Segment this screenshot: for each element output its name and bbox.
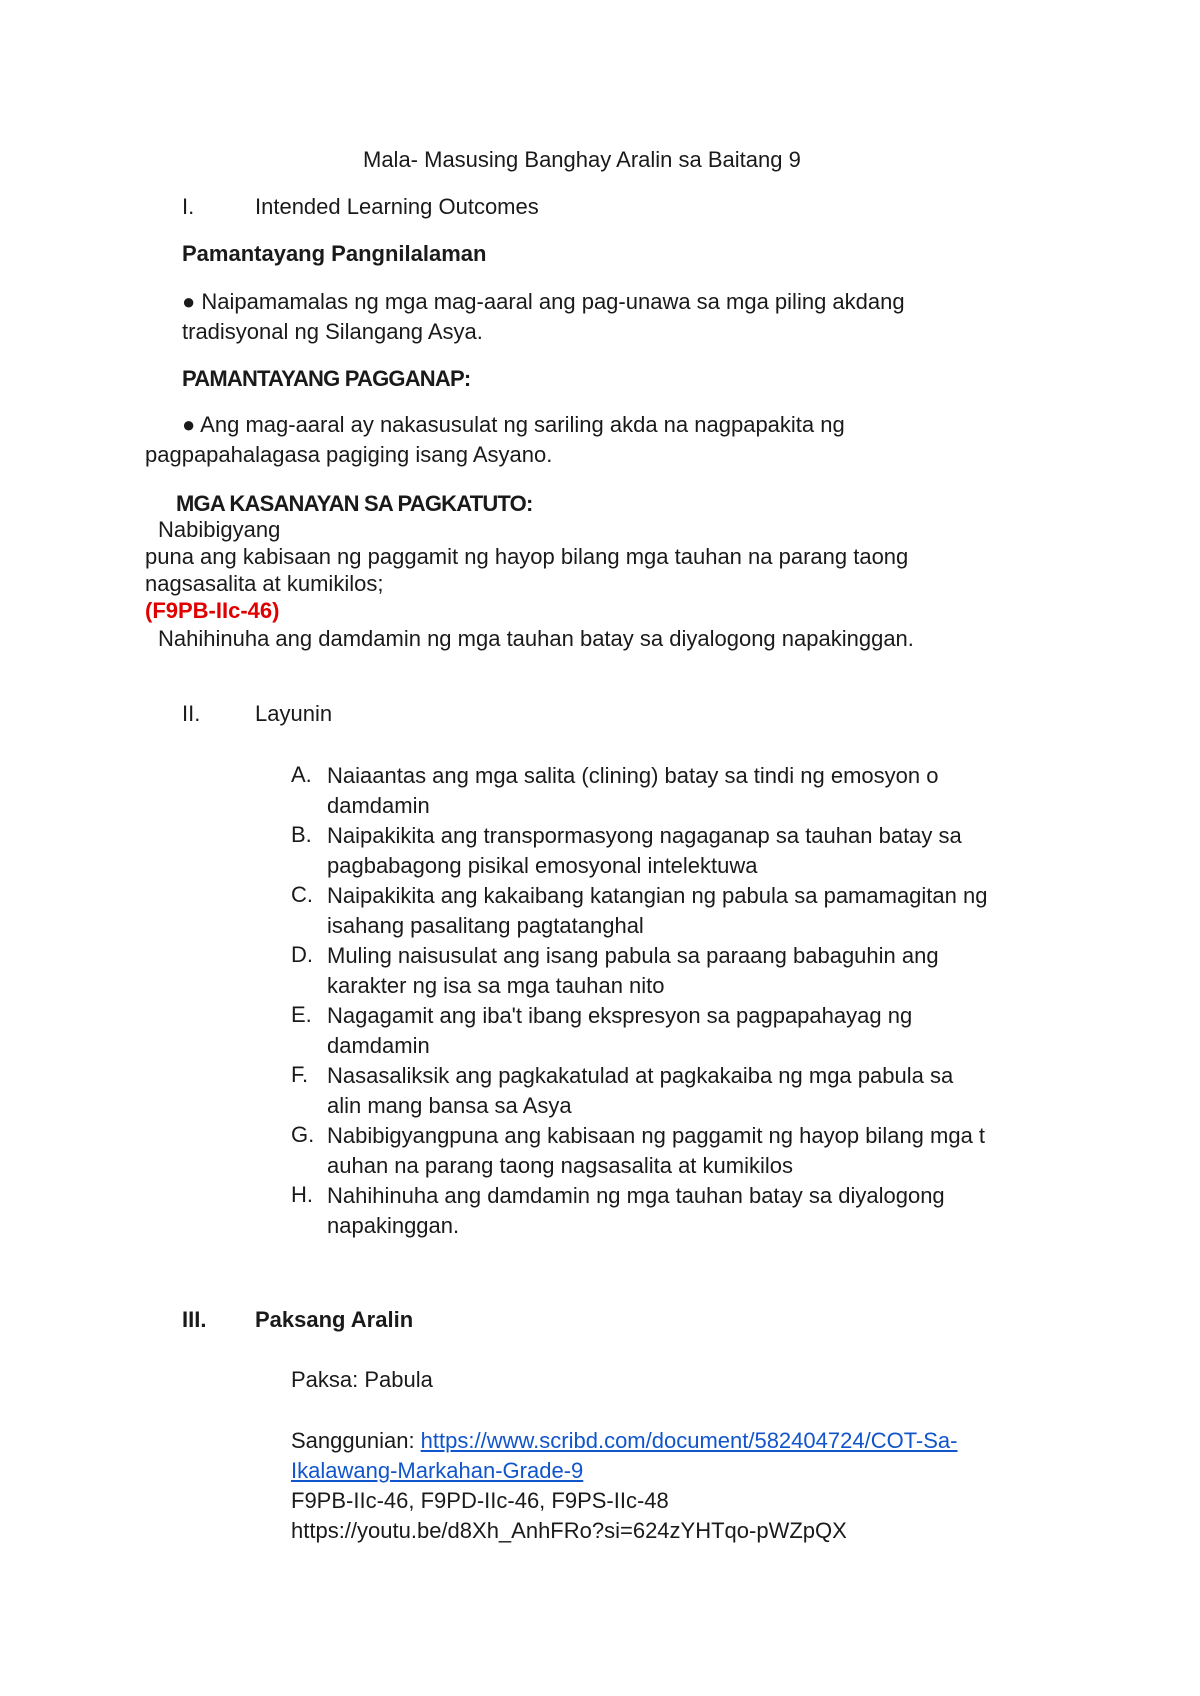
section2-heading: Layunin xyxy=(255,701,333,726)
reference-link[interactable]: https://www.scribd.com/document/582404724/COT-Sa- xyxy=(420,1428,958,1453)
reference-line1 xyxy=(291,1427,957,1456)
objective-text: Naiaantas ang mga salita (clining) batay sa tindi ng emosyon o damdamin xyxy=(327,763,939,818)
objective-text: Nahihinuha ang damdamin ng mga tauhan batay sa diyalogong napakinggan. xyxy=(327,1183,945,1238)
objective-letter: F. xyxy=(291,1062,309,1087)
section3-heading: Paksang Aralin xyxy=(255,1307,414,1332)
objective-letter: E. xyxy=(291,1002,312,1027)
content-standard-label: Pamantayang Pangnilalaman xyxy=(182,241,487,266)
objective-letter: B. xyxy=(291,822,312,847)
objective-text: Nabibigyangpuna ang kabisaan ng paggamit ng hayop bilang mga t auhan na parang taong nagsasalita at kumikilos xyxy=(327,1123,986,1178)
objective-letter: A. xyxy=(291,762,312,787)
performance-standard-line1: ● Ang mag-aaral ay nakasusulat ng sariling akda na nagpapakita ng xyxy=(182,412,845,437)
objective-text: Naipakikita ang kakaibang katangian ng pabula sa pamamagitan ng isahang pasalitang pagtatanghal xyxy=(327,883,988,938)
competency-line1: Nabibigyang xyxy=(158,517,281,542)
section1-numeral: I. xyxy=(182,194,195,219)
performance-standard-label: PAMANTAYANG PAGGANAP: xyxy=(182,366,471,391)
objective-text: Nasasaliksik ang pagkakatulad at pagkakaiba ng mga pabula sa alin mang bansa sa Asya xyxy=(327,1063,954,1118)
competency-line2: puna ang kabisaan ng paggamit ng hayop bilang mga tauhan na parang taong xyxy=(145,544,909,569)
reference-line2 xyxy=(291,1457,583,1486)
topic: Paksa: Pabula xyxy=(291,1367,433,1392)
competency-codes: F9PB-IIc-46, F9PD-IIc-46, F9PS-IIc-48 xyxy=(291,1488,669,1513)
section1-heading: Intended Learning Outcomes xyxy=(255,194,539,219)
content-standard-line1: ● Naipamamalas ng mga mag-aaral ang pag-unawa sa mga piling akdang xyxy=(182,289,905,314)
content-standard-line2: tradisyonal ng Silangang Asya. xyxy=(182,319,483,344)
objective-letter: D. xyxy=(291,942,313,967)
objective-text: Nagagamit ang iba't ibang ekspresyon sa pagpapahayag ng damdamin xyxy=(327,1003,913,1058)
objective-letter: G. xyxy=(291,1122,315,1147)
section3-numeral: III. xyxy=(182,1307,207,1332)
competency-code: (F9PB-IIc-46) xyxy=(145,598,280,623)
objective-letter: C. xyxy=(291,882,313,907)
competency-line3: nagsasalita at kumikilos; xyxy=(145,571,384,596)
page-title: Mala- Masusing Banghay Aralin sa Baitang 9 xyxy=(363,147,801,172)
performance-standard-line2: pagpapahalagasa pagiging isang Asyano. xyxy=(145,442,553,467)
reference-link-continued[interactable]: Ikalawang-Markahan-Grade-9 xyxy=(291,1458,584,1483)
objective-text: Naipakikita ang transpormasyong nagaganap sa tauhan batay sa pagbabagong pisikal emosyonal intelektuwa xyxy=(327,823,962,878)
competency-line4: Nahihinuha ang damdamin ng mga tauhan batay sa diyalogong napakinggan. xyxy=(158,626,914,651)
objective-text: Muling naisusulat ang isang pabula sa paraang babaguhin ang karakter ng isa sa mga tauhan nito xyxy=(327,943,939,998)
section2-numeral: II. xyxy=(182,701,201,726)
objective-letter: H. xyxy=(291,1182,313,1207)
competencies-label: MGA KASANAYAN SA PAGKATUTO: xyxy=(176,491,533,516)
video-url: https://youtu.be/d8Xh_AnhFRo?si=624zYHTqo-pWZpQX xyxy=(291,1518,847,1543)
reference-label: Sanggunian: xyxy=(291,1428,421,1453)
